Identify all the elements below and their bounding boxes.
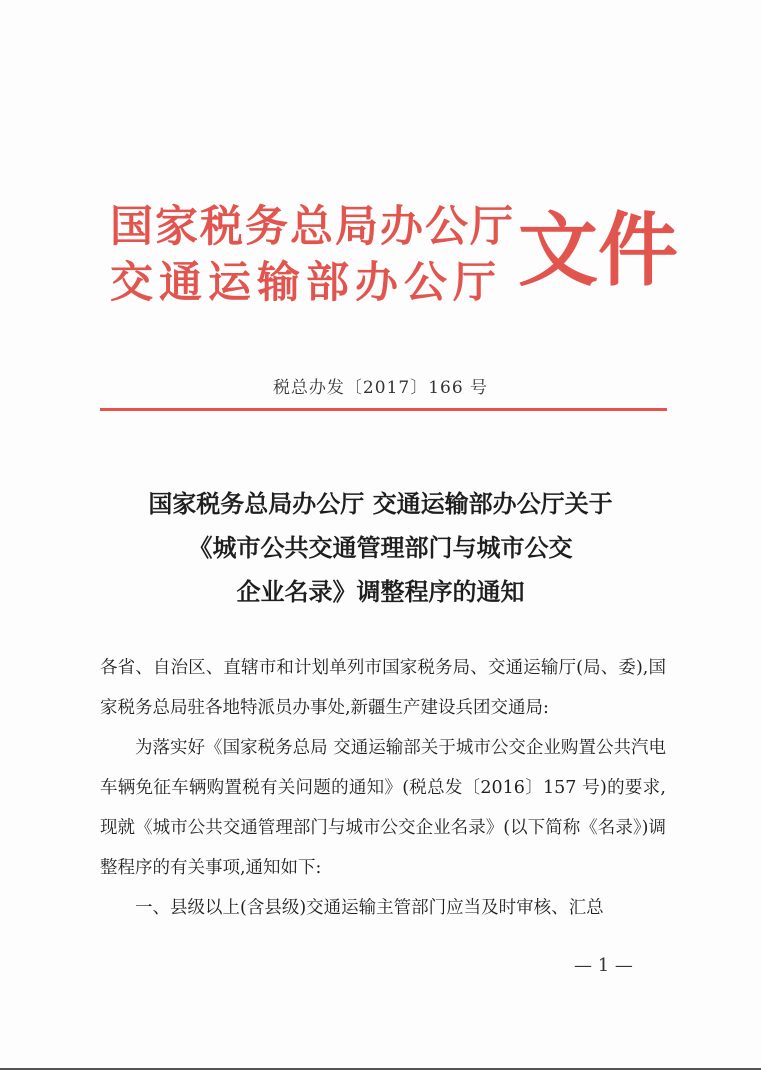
- document-body: [100, 648, 666, 928]
- recipients-paragraph: 各省、自治区、直辖市和计划单列市国家税务局、交通运输厅(局、委),国家税务总局驻各地特派员办事处,新疆生产建设兵团交通局:: [100, 658, 666, 718]
- masthead-org-1: 国家税务总局办公厅: [110, 202, 515, 252]
- masthead-document-word: 文件: [518, 203, 678, 297]
- title-line-1: 国家税务总局办公厅 交通运输部办公厅关于: [148, 490, 613, 518]
- masthead-org-2: 交通运输部办公厅: [110, 258, 502, 308]
- masthead: [110, 192, 678, 322]
- body-paragraph-1: 为落实好《国家税务总局 交通运输部关于城市公交企业购置公共汽电车辆免征车辆购置税有关问题的通知》(税总发〔2016〕157 号)的要求,现就《城市公共交通管理部门与城市公交企业名录》(以下简称《名录》)调整程序的有关事项,通知如下:: [100, 738, 666, 878]
- page-number: — 1 —: [574, 955, 633, 976]
- document-number: 税总办发〔2017〕166 号: [272, 378, 489, 398]
- title-line-3: 企业名录》调整程序的通知: [236, 578, 525, 606]
- red-divider: [100, 408, 667, 411]
- title-line-2: 《城市公共交通管理部门与城市公交: [188, 534, 573, 562]
- body-paragraph-2: 一、县级以上(含县级)交通运输主管部门应当及时审核、汇总: [135, 898, 604, 918]
- document-title: [0, 482, 761, 614]
